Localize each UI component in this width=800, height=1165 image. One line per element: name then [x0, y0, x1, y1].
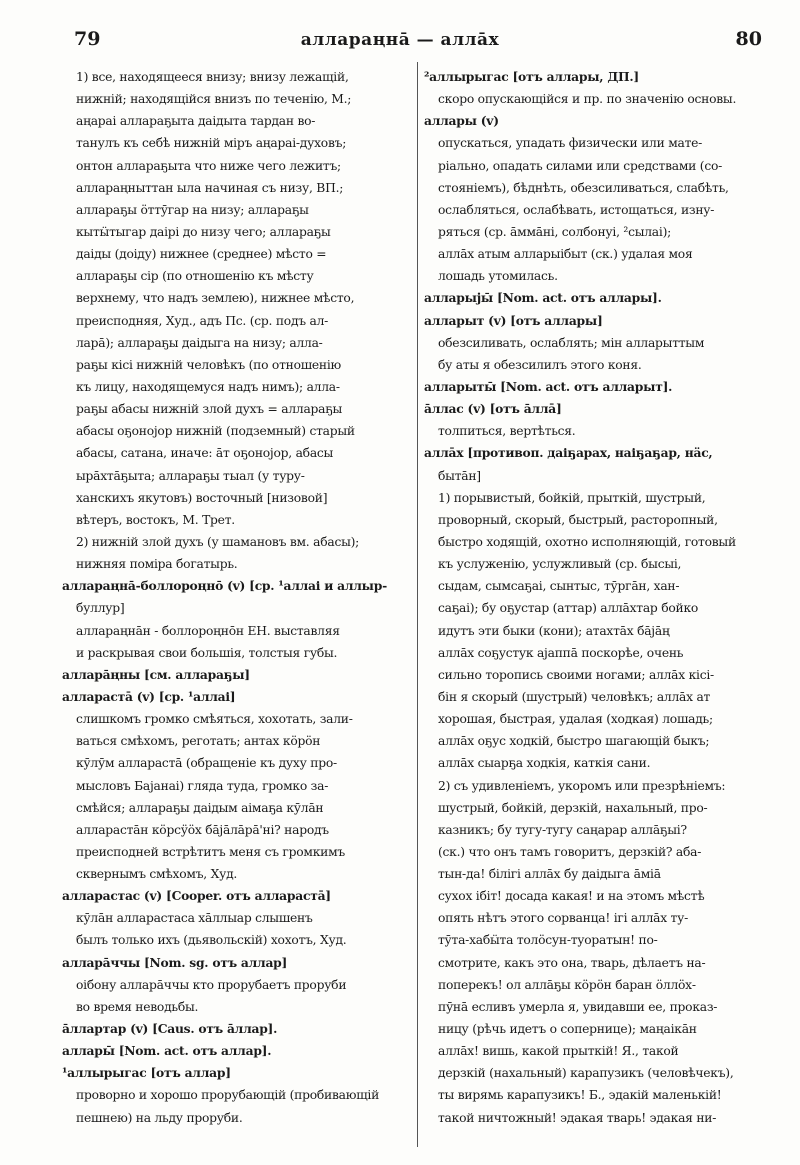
entry-text-line: аллāх сыарҕа ходкія, каткія сани. — [438, 756, 651, 771]
entry-text-line: (ск.) что онъ тамъ говоритъ, дерзкій? аба- — [438, 844, 702, 859]
entry-text-line: аллāх! вишь, какой прыткій! Я., такой — [438, 1044, 679, 1059]
entry-text-line: проворный, скорый, быстрый, расторопный, — [438, 512, 718, 527]
entry-text-line: нижняя поміра богатырь. — [76, 557, 238, 572]
left-page-number: 79 — [74, 28, 101, 50]
entry-text-line: ряться (ср. а̄мма̄ні, солбонуі, ²сылаі); — [438, 224, 672, 239]
entry-text-line: шустрый, бойкій, дерзкій, нахальный, про- — [438, 800, 708, 815]
entry-headword-line: а̄ллас (v) [отъ а̄ллā] — [424, 401, 562, 417]
entry-text-line: ыра̄хта̄ҕыта; аллараҕы тыал (у туру- — [76, 468, 305, 483]
entry-headword-line: алларыjы̄ [Nom. act. отъ аллары]. — [424, 290, 662, 306]
entry-text-line: 2) съ удивленіемъ, укоромъ или презрѣніемъ: — [438, 778, 726, 793]
entry-text-line: 2) нижній злой духъ (у шамановъ вм. абасы); — [76, 534, 360, 549]
entry-text-line: 1) все, находящееся внизу; внизу лежащій, — [76, 70, 349, 84]
entry-text-line: танулъ къ себѣ нижній міръ аңарai-духовъ; — [76, 136, 347, 151]
entry-text-line: раҕы кісі нижній человѣкъ (по отношенію — [76, 357, 342, 372]
entry-text-line: смѣйся; аллараҕы даідым аімаҕа кӯлāн — [76, 800, 324, 815]
entry-text-line: алларастāн кӧрсӱӧх бājāлāра̄'ні? народъ — [76, 822, 329, 837]
entry-text-line: сильно торопись своими ногами; аллāх кісі- — [438, 667, 714, 682]
entry-text-line: 1) порывистый, бойкій, прыткій, шустрый, — [438, 490, 706, 505]
entry-text-line: ослабляться, ослабѣвать, истощаться, изну- — [438, 202, 715, 217]
entry-text-line: пӯнā есливъ умерла я, увидавши ее, проказ- — [438, 999, 718, 1014]
entry-text-line: тӯта-хабӹта толӧсун-туоратын! по- — [438, 933, 658, 948]
entry-text-line: во время неводьбы. — [76, 999, 199, 1014]
entry-text-line: абасы оҕоноjор нижній (подземный) старый — [76, 424, 355, 439]
entry-headword-line: алларастā (v) [ср. ¹аллаі] — [62, 688, 236, 704]
entry-text-line: кӯлāн алларастаса хāллыар слышенъ — [76, 911, 313, 926]
entry-text-line: кӯлӯм алларастā (обращеніе къ духу про- — [76, 756, 337, 771]
entry-text-line: онтон аллараҕыта что ниже чего лежитъ; — [76, 158, 341, 173]
entry-text-line: вѣтеръ, востокъ, М. Трет. — [76, 512, 235, 527]
entry-text-line: ріально, опадать силами или средствами (со- — [438, 158, 723, 173]
column-divider — [417, 62, 418, 1147]
entry-text-line: къ лицу, находящемуся надъ нимъ); алла- — [76, 379, 340, 394]
entry-text-line: аллараҕы ӧттӯгар на низу; аллараҕы — [76, 202, 309, 217]
entry-text-line: ваться смѣхомъ, реготать; антах кӧрӧн — [76, 734, 321, 749]
entry-text-line: ницу (рѣчь идетъ о сопернице); маңаікāн — [438, 1022, 697, 1037]
entry-headword-line: ¹аллырыгас [отъ аллар] — [62, 1065, 231, 1081]
entry-text-line: дерзкій (нахальный) карапузикъ (человѣчекъ), — [438, 1066, 734, 1081]
entry-text-line: толпиться, вертѣться. — [438, 424, 576, 439]
entry-text-line: опять нѣтъ этого сорванца! ігі аллāх ту- — [438, 911, 688, 926]
entry-text-line: быстро ходящій, охотно исполняющій, готовый — [438, 534, 736, 549]
entry-headword-line: алларыт (v) [отъ аллары] — [424, 312, 603, 328]
entry-text-line: слишкомъ громко смѣяться, хохотать, зали- — [76, 712, 353, 727]
entry-text-line: проворно и хорошо прорубающій (пробивающій — [76, 1088, 380, 1103]
entry-headword-line: алларастас (v) [Cooper. отъ алларастā] — [62, 888, 331, 904]
entry-headword-line: аллары̄ [Nom. act. отъ аллар]. — [62, 1043, 272, 1059]
right-column — [424, 66, 770, 1156]
entry-text-line: такой ничтожный! эдакая тварь! эдакая ни- — [438, 1110, 717, 1125]
entry-text-line: преисподней встрѣтитъ меня съ громкимъ — [76, 844, 345, 859]
entry-text-line: аллāх оҕус ходкій, быстро шагающій быкъ; — [438, 734, 710, 749]
entry-text-line: кытӹтыгар даірі до низу чего; аллараҕы — [76, 224, 331, 239]
entry-text-line: верхнему, что надъ землею), нижнее мѣсто, — [76, 291, 355, 306]
entry-text-line: былъ только ихъ (дьявольскій) хохотъ, Худ. — [76, 933, 347, 948]
entry-headword-line: аллары (v) — [424, 113, 499, 129]
entry-text-line: аллāх соҕустук аjаппā поскорѣе, очень — [438, 645, 684, 660]
entry-text-line: аллараҕы сір (по отношенію къ мѣсту — [76, 269, 314, 284]
entry-text-line: бін я скорый (шустрый) человѣкъ; аллāх ат — [438, 689, 711, 704]
entry-headword-line: аллараңна̄-боллороңно̄ (v) [ср. ¹аллаі и аллыр- — [62, 578, 387, 594]
entry-text-line: преисподняя, Худ., адъ Пс. (ср. подъ ал- — [76, 313, 329, 328]
entry-text-line: ты вирямь карапузикъ! Б., эдакій маленькій! — [438, 1088, 722, 1103]
entry-text-line: стояніемъ), бѣднѣть, обезсиливаться, слабѣть, — [438, 180, 729, 195]
entry-text-line: ханскихъ якутовъ) восточный [низовой] — [76, 490, 328, 505]
entry-text-line: пешнею) на льду проруби. — [76, 1110, 243, 1125]
entry-text-line: лара̄); аллараҕы даідыга на низу; алла- — [76, 335, 323, 350]
entry-text-line: сквернымъ смѣхомъ, Худ. — [76, 867, 238, 882]
entry-text-line: обезсиливать, ослаблять; мін алларыттым — [438, 335, 705, 350]
entry-headword-line: алларыты̄ [Nom. act. отъ алларыт]. — [424, 378, 673, 394]
entry-headword-line: аллара̄ччы [Nom. sg. отъ аллар] — [62, 954, 288, 970]
entry-text-line: бытāн] — [438, 468, 481, 483]
entry-text-line: къ услуженію, услужливый (ср. бысыі, — [438, 557, 682, 572]
entry-text-line: лошадь утомилась. — [438, 269, 558, 284]
entry-text-line: идутъ эти быки (кони); атахтāх бājāң — [438, 623, 670, 638]
entry-text-line: раҕы абасы нижній злой духъ = аллараҕы — [76, 402, 343, 417]
entry-text-line: тын-да! білігі аллāх бу даідыга āміā — [438, 867, 661, 882]
entry-text-line: поперекъ! ол аллāҕы кӧрӧн баран ӧллӧх- — [438, 977, 696, 992]
entry-text-line: скоро опускающійся и пр. по значенію основы. — [438, 92, 737, 107]
entry-text-line: даіды (доіду) нижнее (среднее) мѣсто = — [76, 247, 327, 262]
entry-text-line: хорошая, быстрая, удалая (ходкая) лошадь; — [438, 712, 713, 727]
entry-headword-line: аллара̄ңны [см. аллараҕы] — [62, 666, 250, 682]
entry-text-line: саҕаі); бу оҕустар (аттар) аллāхтар бойко — [438, 601, 699, 616]
right-page-number: 80 — [735, 28, 762, 50]
entry-text-line: аллараңныттан ыла начиная съ низу, ВП.; — [76, 180, 344, 195]
running-head: аллараңна̄ — алла̄х — [300, 30, 500, 50]
entry-text-line: буллур] — [76, 601, 125, 616]
entry-text-line: опускаться, упадать физически или мате- — [438, 136, 703, 151]
entry-text-line: сухох ібіт! досада какая! и на этомъ мѣстѣ — [438, 889, 705, 904]
entry-text-line: и раскрывая свои большія, толстыя губы. — [76, 645, 338, 660]
entry-text-line: бу аты я обезсилилъ этого коня. — [438, 357, 642, 372]
left-column — [62, 66, 412, 1156]
entry-text-line: аңарai аллараҕыта даідыта тардан во- — [76, 114, 316, 129]
entry-text-line: оібону аллара̄ччы кто прорубаетъ проруби — [76, 977, 347, 992]
entry-headword-line: ²аллырыгас [отъ аллары, ДП.] — [424, 69, 639, 84]
entry-text-line: аллāх атым алларыібыт (ск.) удалая моя — [438, 247, 693, 262]
entry-headword-line: а̄ллартар (v) [Caus. отъ а̄ллар]. — [62, 1021, 278, 1037]
entry-text-line: аллараңна̄н - боллороңно̄н ЕН. выставляя — [76, 623, 340, 638]
entry-text-line: смотрите, какъ это она, тварь, дѣлаетъ на- — [438, 955, 706, 970]
entry-headword-line: аллāх [противоп. даіҕарах, наіҕаҕар, нäс, — [424, 445, 713, 461]
entry-text-line: сыдам, сымсаҕаі, сынтыс, тӯргāн, хан- — [438, 579, 680, 594]
entry-text-line: абасы, сатана, иначе: а̄т оҕоноjор, абасы — [76, 446, 334, 461]
entry-text-line: мысловъ Баjанаі) гляда туда, громко за- — [76, 778, 329, 793]
entry-text-line: нижній; находящійся внизъ по теченію, М.; — [76, 92, 352, 107]
entry-text-line: казникъ; бу тугу-тугу саңарар аллāҕыі? — [438, 822, 687, 837]
